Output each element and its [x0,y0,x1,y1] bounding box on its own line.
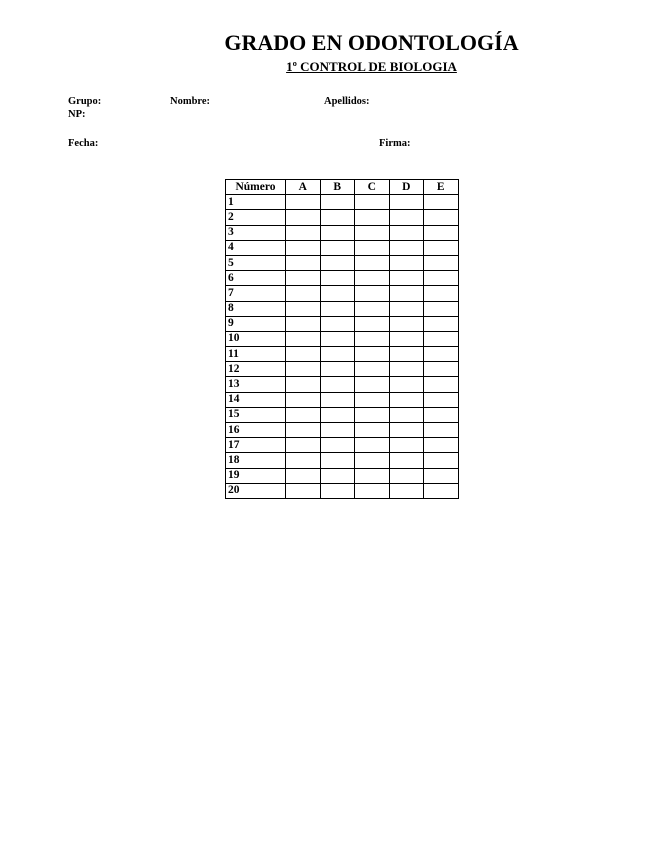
question-number: 19 [226,468,286,483]
question-number: 1 [226,195,286,210]
answer-cell-c[interactable] [355,362,390,377]
question-number: 17 [226,438,286,453]
table-row [226,347,459,362]
answer-cell-d[interactable] [389,347,424,362]
answer-cell-a[interactable] [286,483,321,498]
answer-cell-d[interactable] [389,362,424,377]
table-row [226,316,459,331]
answer-cell-d[interactable] [389,240,424,255]
answer-cell-d[interactable] [389,468,424,483]
answer-cell-b[interactable] [320,286,355,301]
answer-cell-b[interactable] [320,225,355,240]
header-numero: Número [226,180,286,195]
answer-cell-e[interactable] [424,255,459,270]
answer-cell-a[interactable] [286,468,321,483]
answer-cell-d[interactable] [389,438,424,453]
answer-cell-c[interactable] [355,347,390,362]
table-row [226,483,459,498]
answer-cell-b[interactable] [320,438,355,453]
answer-cell-e[interactable] [424,316,459,331]
question-number: 18 [226,453,286,468]
answer-cell-d[interactable] [389,453,424,468]
answer-cell-c[interactable] [355,483,390,498]
table-row [226,392,459,407]
answer-cell-e[interactable] [424,301,459,316]
answer-cell-d[interactable] [389,316,424,331]
answer-cell-b[interactable] [320,362,355,377]
question-number: 15 [226,407,286,422]
table-row [226,225,459,240]
answer-cell-c[interactable] [355,438,390,453]
answer-cell-b[interactable] [320,301,355,316]
answer-cell-a[interactable] [286,286,321,301]
answer-cell-c[interactable] [355,407,390,422]
answer-cell-a[interactable] [286,271,321,286]
answer-cell-b[interactable] [320,347,355,362]
answer-cell-d[interactable] [389,195,424,210]
answer-table [225,179,459,499]
question-number: 2 [226,210,286,225]
table-row [226,286,459,301]
nombre-label: Nombre: [170,96,211,107]
answer-cell-d[interactable] [389,225,424,240]
answer-cell-e[interactable] [424,362,459,377]
table-row [226,377,459,392]
question-number: 7 [226,286,286,301]
answer-cell-b[interactable] [320,271,355,286]
table-row [226,362,459,377]
answer-cell-b[interactable] [320,240,355,255]
answer-cell-e[interactable] [424,392,459,407]
header-e: E [424,180,459,195]
fecha-label: Fecha: [68,138,99,149]
question-number: 6 [226,271,286,286]
answer-cell-d[interactable] [389,301,424,316]
answer-cell-e[interactable] [424,225,459,240]
table-row [226,468,459,483]
answer-cell-b[interactable] [320,392,355,407]
answer-cell-c[interactable] [355,225,390,240]
table-row [226,301,459,316]
answer-cell-a[interactable] [286,195,321,210]
answer-table-body [226,195,459,499]
answer-cell-a[interactable] [286,210,321,225]
header-d: D [389,180,424,195]
np-label: NP: [68,109,86,120]
answer-cell-a[interactable] [286,438,321,453]
answer-cell-d[interactable] [389,255,424,270]
question-number: 4 [226,240,286,255]
answer-cell-a[interactable] [286,362,321,377]
question-number: 12 [226,362,286,377]
answer-cell-a[interactable] [286,316,321,331]
answer-cell-e[interactable] [424,347,459,362]
question-number: 20 [226,483,286,498]
answer-cell-d[interactable] [389,483,424,498]
answer-cell-c[interactable] [355,286,390,301]
answer-cell-b[interactable] [320,255,355,270]
answer-cell-c[interactable] [355,271,390,286]
header-a: A [286,180,321,195]
answer-cell-a[interactable] [286,301,321,316]
question-number: 11 [226,347,286,362]
grupo-label: Grupo: [68,96,102,107]
answer-cell-b[interactable] [320,316,355,331]
answer-cell-e[interactable] [424,286,459,301]
table-row [226,271,459,286]
answer-cell-e[interactable] [424,438,459,453]
answer-cell-e[interactable] [424,468,459,483]
answer-cell-d[interactable] [389,377,424,392]
answer-cell-b[interactable] [320,407,355,422]
apellidos-label: Apellidos: [324,96,370,107]
table-row [226,195,459,210]
answer-cell-b[interactable] [320,377,355,392]
question-number: 13 [226,377,286,392]
answer-cell-e[interactable] [424,377,459,392]
page-title: GRADO EN ODONTOLOGÍA [224,30,519,55]
answer-cell-c[interactable] [355,210,390,225]
answer-cell-c[interactable] [355,377,390,392]
answer-cell-d[interactable] [389,407,424,422]
answer-cell-b[interactable] [320,210,355,225]
table-row [226,453,459,468]
answer-cell-a[interactable] [286,225,321,240]
answer-cell-b[interactable] [320,331,355,346]
answer-cell-e[interactable] [424,331,459,346]
answer-cell-b[interactable] [320,453,355,468]
question-number: 5 [226,255,286,270]
answer-cell-a[interactable] [286,423,321,438]
answer-cell-a[interactable] [286,392,321,407]
firma-label: Firma: [379,138,411,149]
answer-cell-a[interactable] [286,255,321,270]
answer-cell-a[interactable] [286,453,321,468]
question-number: 14 [226,392,286,407]
answer-cell-b[interactable] [320,468,355,483]
table-row [226,240,459,255]
answer-cell-c[interactable] [355,423,390,438]
answer-cell-c[interactable] [355,301,390,316]
answer-cell-e[interactable] [424,271,459,286]
answer-cell-a[interactable] [286,407,321,422]
table-row [226,423,459,438]
answer-cell-c[interactable] [355,331,390,346]
answer-table-header-row [226,180,459,195]
answer-cell-d[interactable] [389,392,424,407]
answer-cell-a[interactable] [286,240,321,255]
header-b: B [320,180,355,195]
answer-cell-d[interactable] [389,210,424,225]
subtitle-text: 1º CONTROL DE BIOLOGIA [286,59,457,74]
question-number: 16 [226,423,286,438]
answer-cell-c[interactable] [355,240,390,255]
question-number: 3 [226,225,286,240]
answer-cell-c[interactable] [355,316,390,331]
question-number: 9 [226,316,286,331]
answer-cell-d[interactable] [389,331,424,346]
answer-cell-c[interactable] [355,392,390,407]
question-number: 8 [226,301,286,316]
answer-cell-a[interactable] [286,331,321,346]
answer-cell-b[interactable] [320,483,355,498]
answer-cell-d[interactable] [389,286,424,301]
answer-cell-b[interactable] [320,423,355,438]
table-row [226,331,459,346]
answer-cell-d[interactable] [389,423,424,438]
answer-cell-a[interactable] [286,347,321,362]
answer-cell-c[interactable] [355,453,390,468]
header-c: C [355,180,390,195]
answer-cell-c[interactable] [355,468,390,483]
answer-cell-e[interactable] [424,423,459,438]
table-row [226,407,459,422]
page-subtitle [0,59,655,75]
answer-cell-c[interactable] [355,195,390,210]
answer-cell-c[interactable] [355,255,390,270]
table-row [226,438,459,453]
table-row [226,255,459,270]
answer-cell-e[interactable] [424,407,459,422]
answer-cell-a[interactable] [286,377,321,392]
question-number: 10 [226,331,286,346]
answer-cell-e[interactable] [424,483,459,498]
answer-cell-b[interactable] [320,195,355,210]
answer-cell-e[interactable] [424,240,459,255]
answer-cell-e[interactable] [424,195,459,210]
answer-cell-d[interactable] [389,271,424,286]
answer-cell-e[interactable] [424,453,459,468]
answer-cell-e[interactable] [424,210,459,225]
table-row [226,210,459,225]
